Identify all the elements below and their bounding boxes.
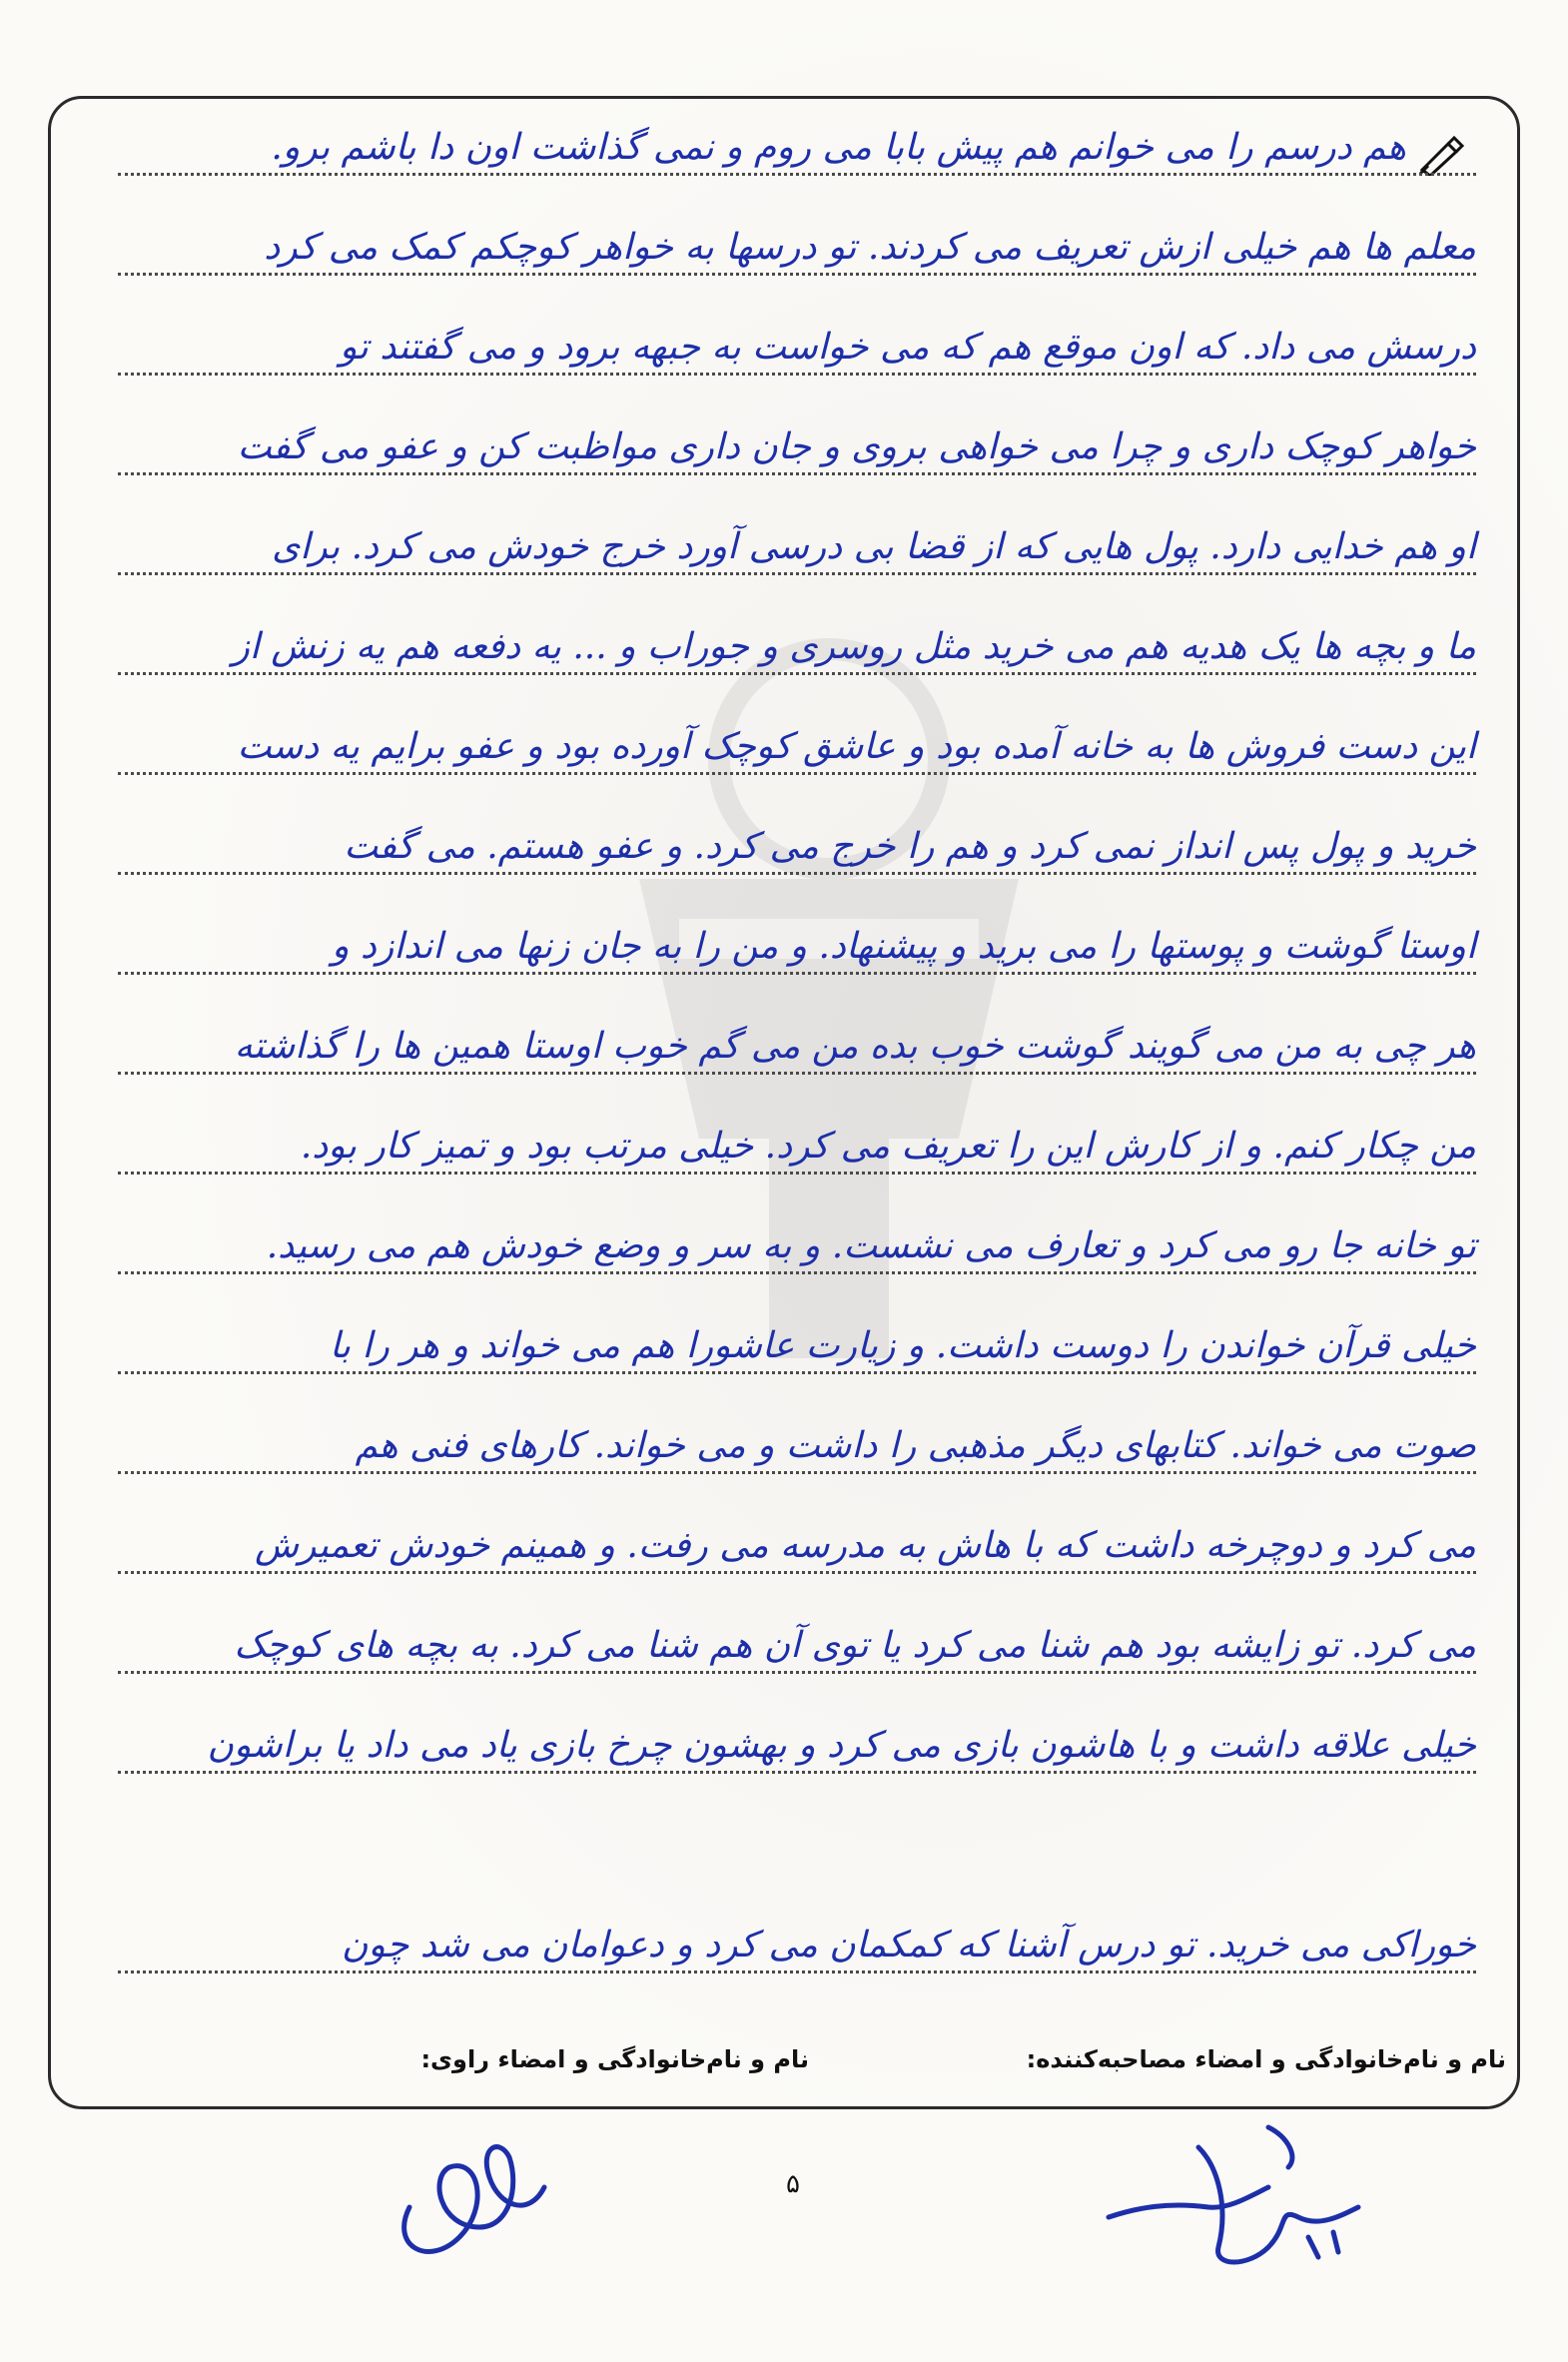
- dotted-rule: [118, 772, 1476, 775]
- narrator-signature-label: نام و نام‌خانوادگی و امضاء راوی:: [420, 2045, 809, 2073]
- handwritten-line: [118, 595, 1476, 691]
- line-text: اوستا گوشت و پوستها را می برید و پیشنهاد. و من را به جان زنها می اندازد و: [332, 926, 1476, 967]
- line-text: خرید و پول پس انداز نمی کرد و هم را خرج می کرد. و عفو هستم. می گفت: [344, 826, 1476, 867]
- dotted-rule: [118, 472, 1476, 475]
- dotted-rule: [118, 1172, 1476, 1175]
- dotted-rule: [118, 1771, 1476, 1774]
- line-text: او هم خدایی دارد. پول هایی که از قضا بی درسی آورد خرج خودش می کرد. برای: [272, 526, 1476, 567]
- dotted-rule: [118, 872, 1476, 875]
- line-text: هم درسم را می خوانم هم پیش بابا می روم و نمی گذاشت اون دا باشم برو.: [271, 127, 1406, 168]
- dotted-rule: [118, 1271, 1476, 1274]
- dotted-rule: [118, 1371, 1476, 1374]
- line-text: صوت می خواند. کتابهای دیگر مذهبی را داشت و می خواند. کارهای فنی هم: [355, 1425, 1476, 1466]
- handwritten-line: [118, 795, 1476, 891]
- page-number: ۵: [786, 2169, 800, 2199]
- dotted-rule: [118, 1072, 1476, 1075]
- dotted-rule: [118, 1970, 1476, 1973]
- dotted-rule: [118, 1571, 1476, 1574]
- line-text: تو خانه جا رو می کرد و تعارف می نشست. و به سر و وضع خودش هم می رسید.: [266, 1225, 1476, 1266]
- line-text: خیلی قرآن خواندن را دوست داشت. و زیارت عاشورا هم می خواند و هر را با: [330, 1325, 1476, 1366]
- line-text: خواهر کوچک داری و چرا می خواهی بروی و جان داری مواظبت کن و عفو می گفت: [237, 426, 1476, 467]
- handwritten-line: [118, 695, 1476, 791]
- handwritten-line: [118, 395, 1476, 491]
- dotted-rule: [118, 672, 1476, 675]
- handwritten-line: [118, 1194, 1476, 1290]
- handwritten-line: [118, 995, 1476, 1091]
- handwritten-line: [118, 1894, 1476, 1989]
- line-text: من چکار کنم. و از کارش این را تعریف می کرد. خیلی مرتب بود و تمیز کار بود.: [300, 1126, 1476, 1167]
- dotted-rule: [118, 173, 1476, 176]
- dotted-rule: [118, 373, 1476, 376]
- line-text: هر چی به من می گویند گوشت خوب بده من می گم خوب اوستا همین ها را گذاشته: [234, 1026, 1476, 1067]
- dotted-rule: [118, 273, 1476, 276]
- dotted-rule: [118, 1471, 1476, 1474]
- handwritten-line: [118, 296, 1476, 392]
- handwritten-line: [118, 895, 1476, 991]
- dotted-rule: [118, 1671, 1476, 1674]
- line-text: خیلی علاقه داشت و با هاشون بازی می کرد و بهشون چرخ بازی یاد می داد یا براشون: [207, 1725, 1476, 1766]
- line-text: درسش می داد. که اون موقع هم که می خواست به جبهه برود و می گفتند تو: [340, 327, 1476, 368]
- line-text: ما و بچه ها یک هدیه هم می خرید مثل روسری و جوراب و ... یه دفعه هم یه زنش از: [232, 626, 1476, 667]
- line-text: خوراکی می خرید. تو درس آشنا که کمکمان می کرد و دعوامان می شد چون: [342, 1925, 1476, 1966]
- handwritten-line: [118, 1594, 1476, 1690]
- handwritten-line: [118, 1095, 1476, 1190]
- narrator-signature: [370, 2117, 559, 2277]
- line-text: می کرد و دوچرخه داشت که با هاش به مدرسه می رفت. و همینم خودش تعمیرش: [255, 1525, 1476, 1566]
- dotted-rule: [118, 572, 1476, 575]
- handwritten-line: [118, 1494, 1476, 1590]
- handwritten-line: [118, 1294, 1476, 1390]
- handwritten-line: [118, 196, 1476, 292]
- handwritten-line: [118, 1694, 1476, 1790]
- dotted-rule: [118, 972, 1476, 975]
- interviewer-signature-label: نام و نام‌خانوادگی و امضاء مصاحبه‌کننده:: [1026, 2045, 1506, 2073]
- handwritten-line: [118, 495, 1476, 591]
- interviewer-signature: [1079, 2107, 1378, 2287]
- line-text: معلم ها هم خیلی ازش تعریف می کردند. تو درسها به خواهر کوچکم کمک می کرد: [264, 227, 1476, 268]
- line-text: این دست فروش ها به خانه آمده بود و عاشق کوچک آورده بود و عفو برایم یه دست: [237, 726, 1476, 767]
- handwritten-line: [118, 1394, 1476, 1490]
- line-text: می کرد. تو زایشه بود هم شنا می کرد یا توی آن هم شنا می کرد. به بچه های کوچک: [234, 1625, 1476, 1666]
- handwritten-line: [118, 96, 1476, 192]
